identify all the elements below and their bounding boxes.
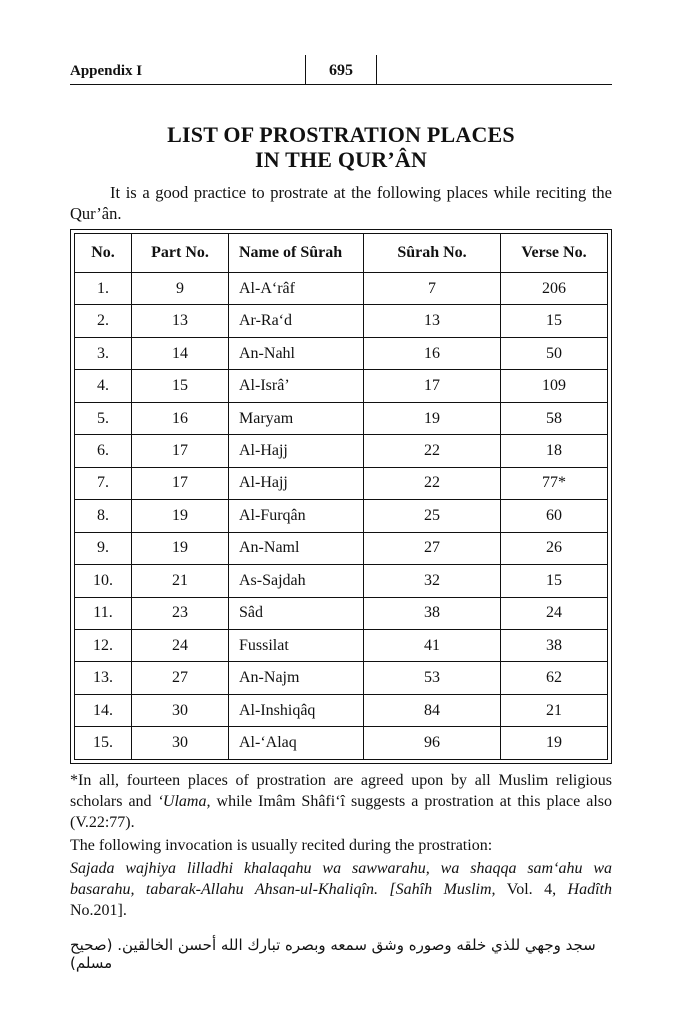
verse-number: 21	[501, 694, 608, 726]
table-row	[75, 629, 608, 661]
surah-number: 16	[364, 337, 501, 369]
table-body	[75, 273, 608, 760]
verse-number: 15	[501, 305, 608, 337]
part-number: 19	[132, 500, 229, 532]
surah-number: 84	[364, 694, 501, 726]
table-row	[75, 662, 608, 694]
surah-name: Al-Furqân	[229, 500, 364, 532]
footnote-text-1: *In all, fourteen places of prostration are agreed upon by all Muslim religious scholars and	[70, 772, 612, 810]
part-number: 14	[132, 337, 229, 369]
section-label: Appendix I	[70, 63, 143, 79]
col-header-no: No.	[75, 234, 132, 273]
source-hadith: Hadîth	[567, 881, 612, 898]
row-number: 15.	[75, 727, 132, 760]
surah-name: An-Najm	[229, 662, 364, 694]
part-number: 15	[132, 370, 229, 402]
row-number: 7.	[75, 467, 132, 499]
row-number: 6.	[75, 435, 132, 467]
surah-name: Ar-Ra‘d	[229, 305, 364, 337]
row-number: 4.	[75, 370, 132, 402]
surah-number: 22	[364, 435, 501, 467]
table-row	[75, 273, 608, 305]
table-row	[75, 370, 608, 402]
verse-number: 24	[501, 597, 608, 629]
surah-number: 27	[364, 532, 501, 564]
part-number: 24	[132, 629, 229, 661]
part-number: 17	[132, 435, 229, 467]
row-number: 1.	[75, 273, 132, 305]
surah-number: 7	[364, 273, 501, 305]
surah-name: Maryam	[229, 402, 364, 434]
col-header-part: Part No.	[132, 234, 229, 273]
surah-number: 41	[364, 629, 501, 661]
surah-name: An-Nahl	[229, 337, 364, 369]
verse-number: 60	[501, 500, 608, 532]
surah-name: Al-‘Alaq	[229, 727, 364, 760]
surah-number: 13	[364, 305, 501, 337]
col-header-name: Name of Sûrah	[229, 234, 364, 273]
surah-number: 38	[364, 597, 501, 629]
surah-name: Al-Isrâ’	[229, 370, 364, 402]
col-header-verse: Verse No.	[501, 234, 608, 273]
table-row	[75, 435, 608, 467]
table-row	[75, 337, 608, 369]
part-number: 23	[132, 597, 229, 629]
surah-number: 17	[364, 370, 501, 402]
verse-number: 19	[501, 727, 608, 760]
verse-number: 26	[501, 532, 608, 564]
surah-name: Al-A‘râf	[229, 273, 364, 305]
row-number: 14.	[75, 694, 132, 726]
surah-name: An-Naml	[229, 532, 364, 564]
row-number: 11.	[75, 597, 132, 629]
surah-name: Sâd	[229, 597, 364, 629]
row-number: 9.	[75, 532, 132, 564]
surah-name: Al-Hajj	[229, 435, 364, 467]
table-row	[75, 467, 608, 499]
title-line-2: IN THE QUR’ÂN	[254, 147, 428, 172]
table-row	[75, 694, 608, 726]
table-row	[75, 565, 608, 597]
part-number: 30	[132, 694, 229, 726]
surah-name: As-Sajdah	[229, 565, 364, 597]
prostration-table-frame	[70, 229, 612, 764]
table-row	[75, 500, 608, 532]
surah-number: 32	[364, 565, 501, 597]
surah-number: 22	[364, 467, 501, 499]
footnote	[70, 770, 612, 833]
table-row	[75, 597, 608, 629]
source-volume: Vol. 4,	[495, 881, 568, 898]
surah-name: Fussilat	[229, 629, 364, 661]
row-number: 13.	[75, 662, 132, 694]
row-number: 5.	[75, 402, 132, 434]
verse-number: 58	[501, 402, 608, 434]
intro-paragraph: It is a good practice to prostrate at the following places while reciting the Qur’ân.	[70, 183, 612, 223]
surah-name: Al-Hajj	[229, 467, 364, 499]
part-number: 16	[132, 402, 229, 434]
title-line-1: LIST OF PROSTRATION PLACES	[167, 122, 515, 147]
verse-number: 18	[501, 435, 608, 467]
footnote-text-2: while Imâm Shâfi‘î suggests a prostration at this place also (V.22:77).	[70, 793, 613, 831]
table-row	[75, 532, 608, 564]
page-title	[70, 122, 612, 172]
transliteration	[70, 858, 612, 921]
page-header	[70, 55, 612, 85]
table-row	[75, 727, 608, 760]
prostration-table	[74, 233, 608, 760]
part-number: 30	[132, 727, 229, 760]
footnote-ulama: ‘Ulama,	[157, 793, 211, 810]
surah-name: Al-Inshiqâq	[229, 694, 364, 726]
verse-number: 62	[501, 662, 608, 694]
part-number: 27	[132, 662, 229, 694]
row-number: 10.	[75, 565, 132, 597]
surah-number: 25	[364, 500, 501, 532]
source-name: Sahîh Muslim,	[395, 881, 496, 898]
arabic-invocation: سجد وجهي للذي خلقه وصوره وشق سمعه وبصره تبارك الله أحسن الخالقين. (صحيح مسلم)	[70, 936, 596, 972]
invocation-intro: The following invocation is usually recited during the prostration:	[70, 837, 493, 854]
verse-number: 77*	[501, 467, 608, 499]
verse-number: 15	[501, 565, 608, 597]
part-number: 19	[132, 532, 229, 564]
transliteration-text: Sajada wajhiya lilladhi khalaqahu wa sawwarahu, wa shaqqa sam‘ahu wa basarahu, tabarak-Allahu Ahsan-ul-Khaliqîn. [	[70, 860, 612, 898]
page-number: 695	[305, 55, 377, 85]
col-header-surah: Sûrah No.	[364, 234, 501, 273]
surah-number: 96	[364, 727, 501, 760]
part-number: 17	[132, 467, 229, 499]
table-row	[75, 305, 608, 337]
row-number: 12.	[75, 629, 132, 661]
source-number: No.201].	[70, 902, 127, 919]
part-number: 9	[132, 273, 229, 305]
table-row	[75, 402, 608, 434]
verse-number: 206	[501, 273, 608, 305]
verse-number: 109	[501, 370, 608, 402]
surah-number: 19	[364, 402, 501, 434]
row-number: 8.	[75, 500, 132, 532]
verse-number: 50	[501, 337, 608, 369]
part-number: 21	[132, 565, 229, 597]
row-number: 3.	[75, 337, 132, 369]
part-number: 13	[132, 305, 229, 337]
table-header-row	[75, 234, 608, 273]
verse-number: 38	[501, 629, 608, 661]
notes-section	[70, 770, 612, 921]
surah-number: 53	[364, 662, 501, 694]
row-number: 2.	[75, 305, 132, 337]
